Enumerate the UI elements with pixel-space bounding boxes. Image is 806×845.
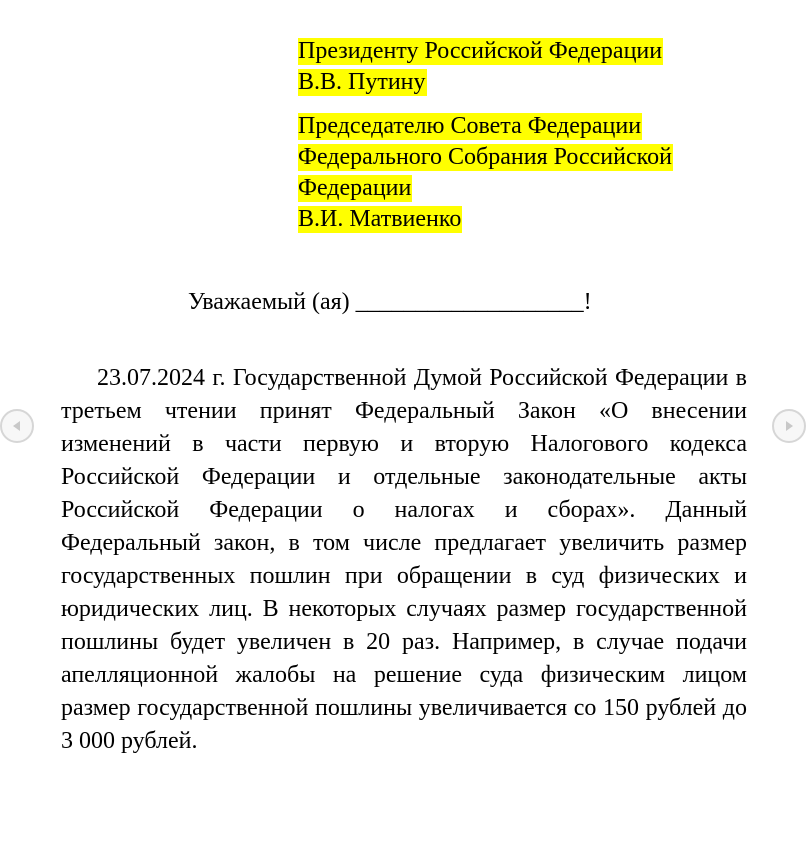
- greeting: Уважаемый (ая) ___________________!: [188, 289, 592, 315]
- previous-page-button[interactable]: [0, 409, 34, 443]
- chevron-left-icon: [10, 419, 24, 433]
- body-paragraph: 23.07.2024 г. Государственной Думой Российской Федерации в третьем чтении принят Федеральный Закон «О внесении изменений в части первую и вторую Налогового кодекса Российской Федерации и отдельные законодательные акты Российской Федерации о налогах и сборах». Данный Федеральный закон, в том числе предлагает увеличить размер государственных пошлин при обращении в суд физических и юридических лиц. В некоторых случаях размер государственной пошлины будет увеличен в 20 раз. Например, в случае подачи апелляционной жалобы на решение суда физическим лицом размер государственной пошлины увеличивается со 150 рублей до 3 000 рублей.: [61, 365, 747, 754]
- addressee-line: Председателю Совета Федерации: [298, 113, 642, 139]
- addressee-president: [298, 36, 663, 98]
- chevron-right-icon: [782, 419, 796, 433]
- addressee-line: В.И. Матвиенко: [298, 206, 462, 232]
- addressee-line: В.В. Путину: [298, 69, 426, 95]
- addressee-line: Федерации: [298, 175, 412, 201]
- addressee-line: Президенту Российской Федерации: [298, 38, 663, 64]
- addressee-federation-council: [298, 111, 673, 235]
- next-page-button[interactable]: [772, 409, 806, 443]
- addressee-line: Федерального Собрания Российской: [298, 144, 672, 170]
